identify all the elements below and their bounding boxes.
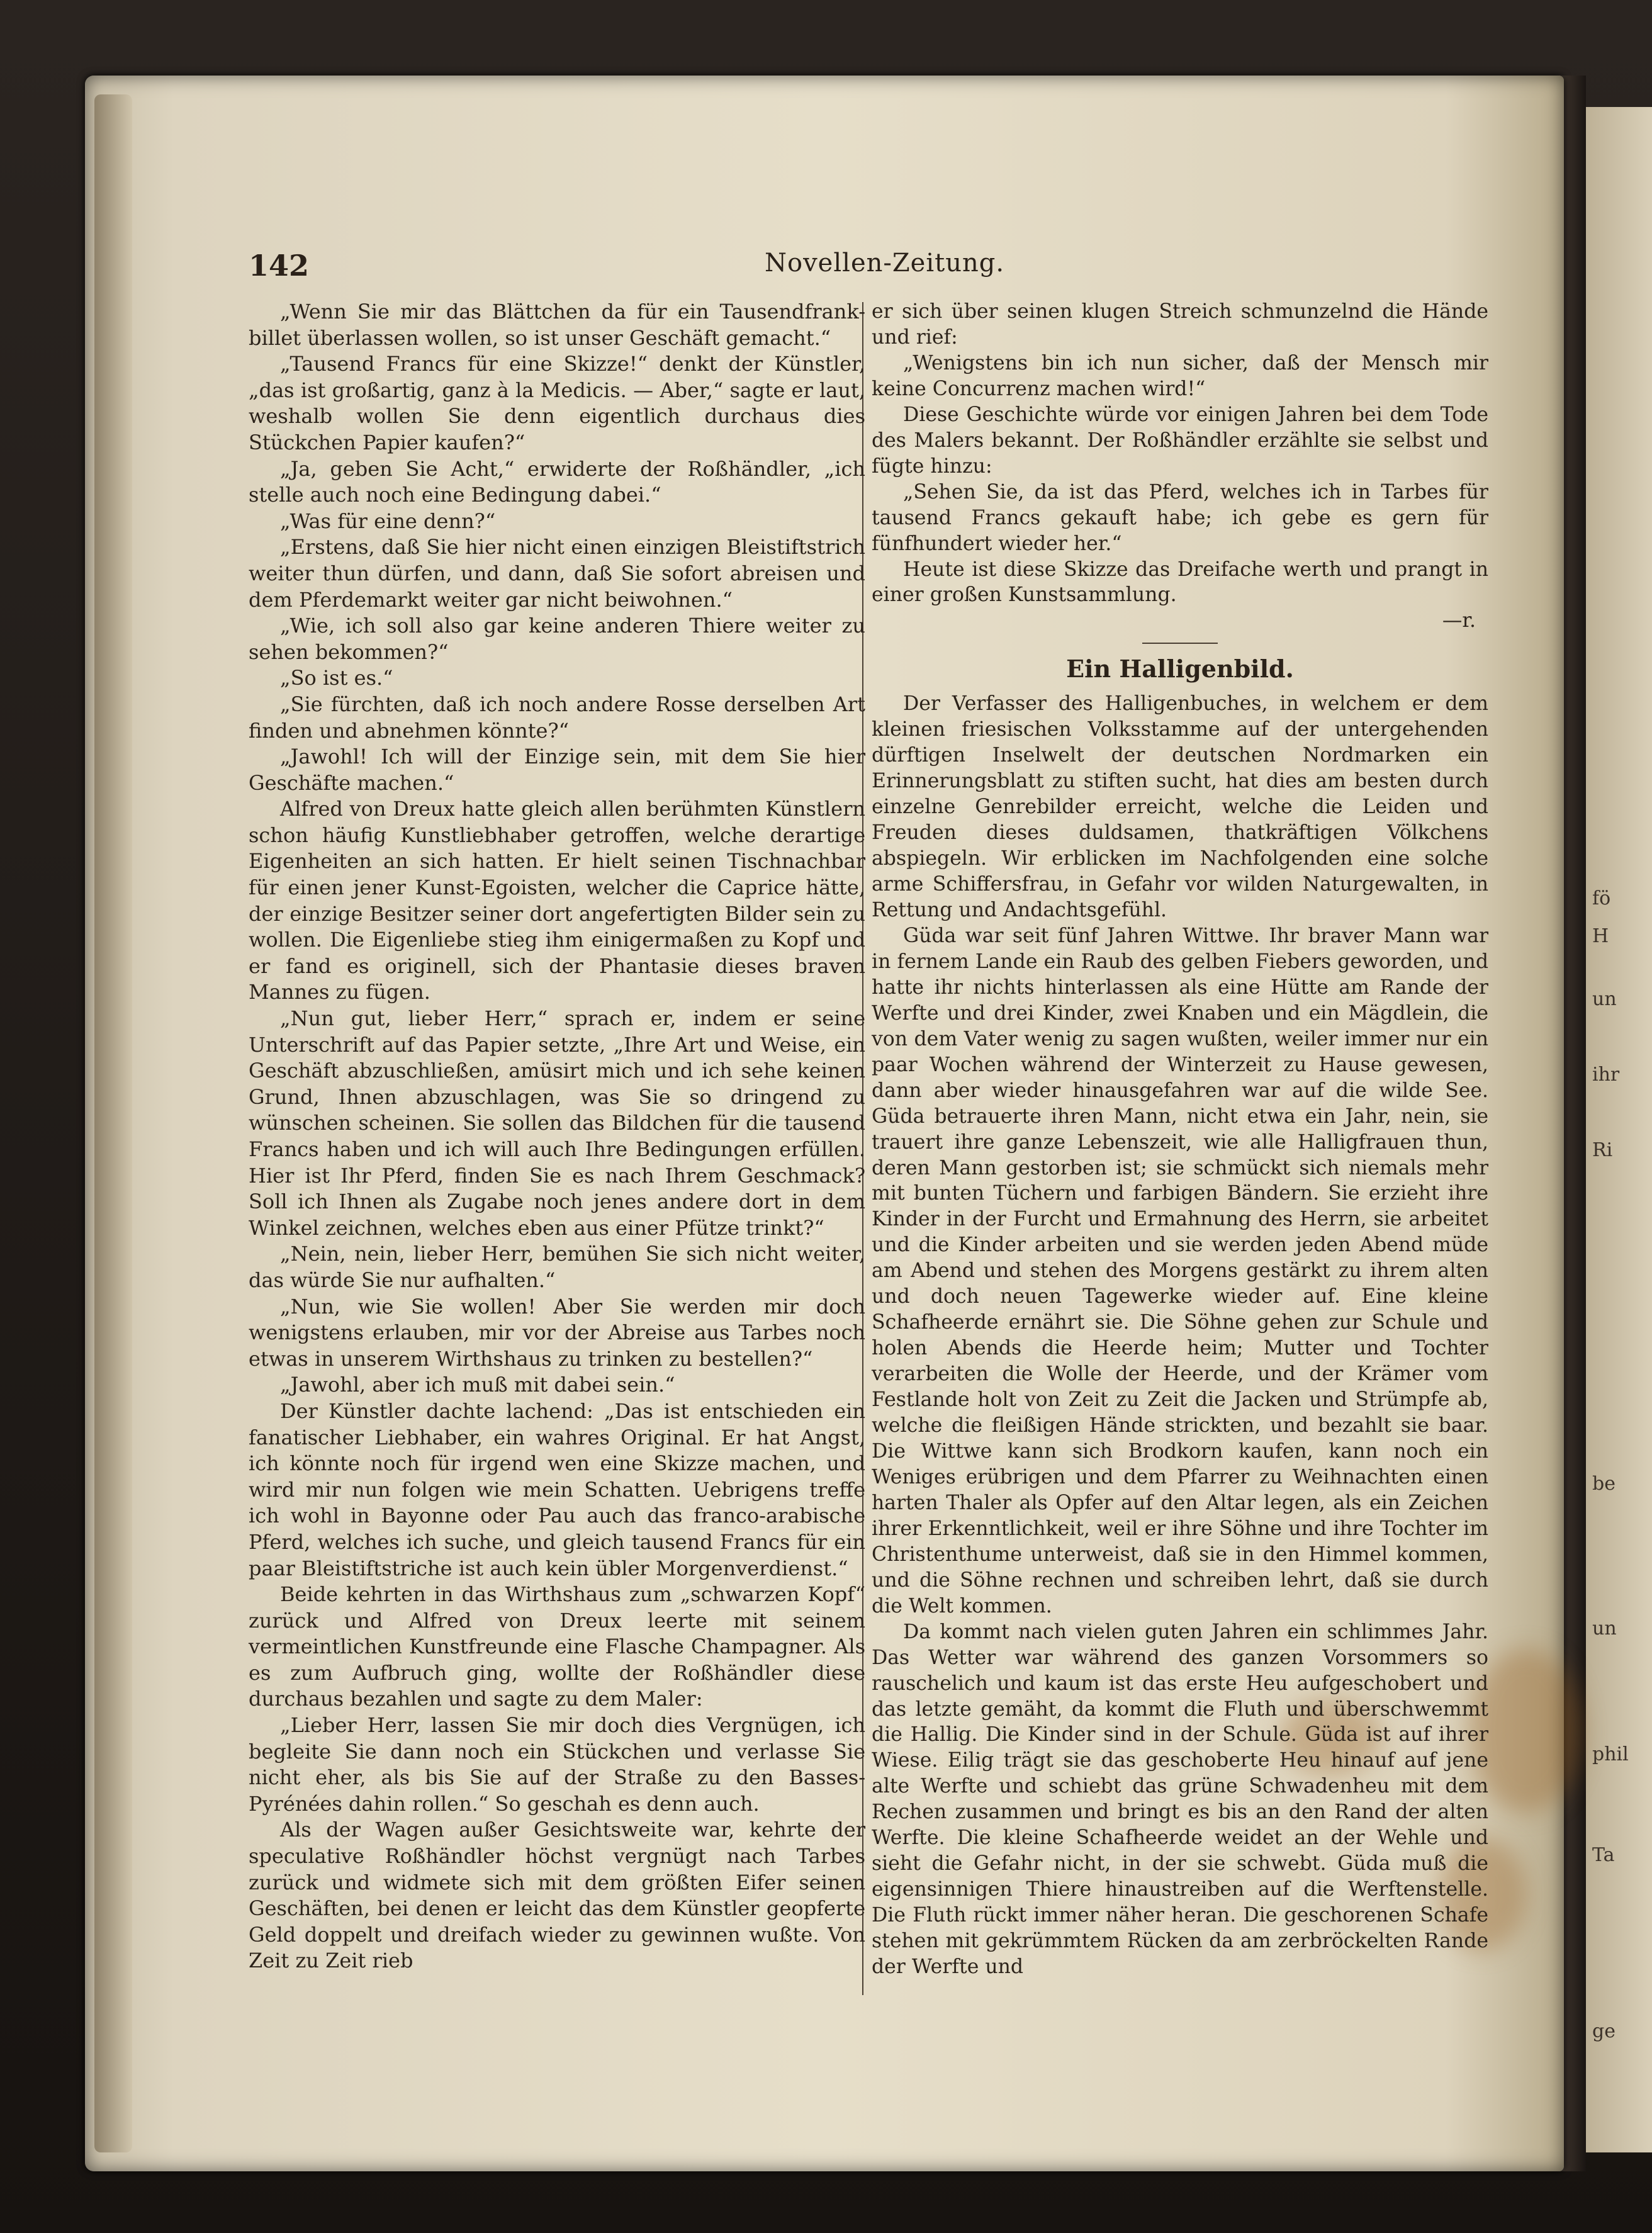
paragraph: „Lieber Herr, lassen Sie mir doch dies Vergnügen, ich begleite Sie dann noch ein Stückchen und verlasse Sie nicht eher, als bis Sie auf der Straße zu den Basses-Pyrénées dahin rollen.“ So geschah es denn auch.: [249, 1713, 865, 1816]
paragraph: Der Verfasser des Halligenbuches, in welchem er dem kleinen friesischen Volksstamme auf der untergehenden dürftigen Inselwelt der deutschen Nordmarken ein Erinnerungsblatt zu stiften sucht, hat dies am besten durch einzelne Genrebilder erreicht, welche die Leiden und Freuden dieses duldsamen, thatkräftigen Völkchens abspiegeln. Wir erblicken im Nachfolgenden eine solche arme Schiffersfrau, in Gefahr vor wilden Naturgewalten, in Rettung und Andachtsgefühl.: [872, 692, 1488, 921]
facing-page-fragment: un: [1592, 988, 1617, 1010]
facing-page-fragment: Ta: [1592, 1844, 1615, 1866]
paragraph: „Tausend Francs für eine Skizze!“ denkt der Künstler, „das ist großartig, ganz à la Medicis. — Aber,“ sagte er laut, weshalb wollen Sie denn eigentlich durchaus dies Stückchen Papier kaufen?“: [249, 352, 865, 454]
facing-page-fragment: ge: [1592, 2020, 1615, 2042]
paragraph: „Wenigstens bin ich nun sicher, daß der Mensch mir keine Concurrenz machen wird!“: [872, 351, 1488, 400]
paragraph: „Erstens, daß Sie hier nicht einen einzigen Bleistiftstrich weiter thun dürfen, und dann, daß Sie sofort abreisen und dem Pferdemarkt weiter gar nicht beiwohnen.“: [249, 535, 865, 612]
paragraph: „Nein, nein, lieber Herr, bemühen Sie sich nicht weiter, das würde Sie nur aufhalten.“: [249, 1242, 865, 1292]
facing-page-fragment: ihr: [1592, 1064, 1620, 1086]
paragraph: Beide kehrten in das Wirthshaus zum „schwarzen Kopf“ zurück und Alfred von Dreux leerte mit seinem vermeintlichen Kunstfreunde eine Flasche Champagner. Als es zum Aufbruch ging, wollte der Roßhändler diese durchaus bezahlen und sagte zu dem Maler:: [249, 1582, 865, 1711]
paragraph: „So ist es.“: [280, 666, 393, 690]
paragraph: Güda war seit fünf Jahren Wittwe. Ihr braver Mann war in fernem Lande ein Raub des gelben Fiebers geworden, und hatte ihr nichts hinterlassen als eine Hütte am Rande der Werfte und drei Kinder, zwei Knaben und ein Mägdlein, die von dem Vater wenig zu sagen wußten, weiler immer nur ein paar Wochen während der Winterzeit zu Hause gewesen, dann aber wieder hinausgefahren war auf die wilde See. Güda betrauerte ihren Mann, nicht etwa ein Jahr, nein, sie trauert ihre ganze Lebenszeit, wie alle Halligfrauen thun, deren Mann gestorben ist; sie schmückt sich niemals mehr mit bunten Tüchern und farbigen Bändern. Sie erzieht ihre Kinder in der Furcht und Ermahnung des Herrn, sie arbeitet und die Kinder arbeiten und sie werden jeden Abend müde am Abend und stehen des Morgens gestärkt zu ihrem alten und doch neuen Tagewerke wieder auf. Eine kleine Schafheerde ernährt sie. Die Söhne gehen zur Schule und holen Abends die Heerde heim; Mutter und Tochter verarbeiten die Wolle der Heerde, und der Krämer vom Festlande holt von Zeit zu Zeit die Jacken und Strümpfe ab, welche die fleißigen Hände strickten, und bezahlt sie baar. Die Wittwe kann sich Brodkorn kaufen, kann noch ein Weniges erübrigen und dem Pfarrer zu Weihnachten einen harten Thaler als Opfer auf den Altar legen, als ein Zeichen ihrer Erkenntlichkeit, weil er ihre Söhne und ihre Tochter im Christenthume unterweist, daß sie in den Himmel kommen, und die Söhne rechnen und schreiben lehrt, daß sie durch die Welt kommen.: [872, 924, 1488, 1617]
paragraph: „Wenn Sie mir das Blättchen da für ein Tausendfrank-billet überlassen wollen, so ist unser Geschäft gemacht.“: [249, 300, 865, 350]
paragraph: „Was für eine denn?“: [280, 509, 496, 533]
facing-page-fragment: phil: [1592, 1743, 1629, 1765]
running-title: Novellen-Zeitung.: [765, 249, 1005, 278]
paragraph: „Sehen Sie, da ist das Pferd, welches ich in Tarbes für tausend Francs gekauft habe; ich gebe es gern für fünfhundert wieder her.“: [872, 480, 1488, 555]
section-separator: [1142, 643, 1218, 644]
paragraph: „Sie fürchten, daß ich noch andere Rosse derselben Art finden und abnehmen könnte?“: [249, 692, 865, 743]
left-column: [249, 299, 865, 1974]
page-header: [249, 249, 1514, 286]
paragraph: Als der Wagen außer Gesichtsweite war, kehrte der speculative Roßhändler höchst vergnügt nach Tarbes zurück und widmete sich mit dem größten Eifer seinen Geschäften, bei denen er leicht das dem Künstler geopferte Geld doppelt und dreifach wieder zu gewinnen wußte. Von Zeit zu Zeit rieb: [249, 1818, 865, 1973]
facing-page-fragment: H: [1592, 925, 1609, 947]
facing-page-fragment: fö: [1592, 887, 1611, 909]
right-column: [872, 299, 1488, 1980]
paragraph: Alfred von Dreux hatte gleich allen berühmten Künstlern schon häufig Kunstliebhaber getroffen, welche derartige Eigenheiten an sich hatten. Er hielt seinen Tischnachbar für einen jener Kunst-Egoisten, welcher die Caprice hätte, der einzige Besitzer seiner dort angefertigten Bilder sein zu wollen. Die Eigenliebe stieg ihm einigermaßen zu Kopf und er fand es originell, sich der Phantasie dieses braven Mannes zu fügen.: [249, 797, 865, 1004]
facing-page-fragment: un: [1592, 1617, 1617, 1640]
paragraph: Diese Geschichte würde vor einigen Jahren bei dem Tode des Malers bekannt. Der Roßhändler erzählte sie selbst und fügte hinzu:: [872, 403, 1488, 478]
page-edges: [94, 94, 132, 2152]
paragraph: „Nun, wie Sie wollen! Aber Sie werden mir doch wenigstens erlauben, mir vor der Abreise aus Tarbes noch etwas in unserem Wirthshaus zu trinken zu bestellen?“: [249, 1294, 865, 1371]
paragraph: „Ja, geben Sie Acht,“ erwiderte der Roßhändler, „ich stelle auch noch eine Bedingung dabei.“: [249, 456, 865, 507]
facing-page-fragment: be: [1592, 1473, 1615, 1495]
paragraph: Der Künstler dachte lachend: „Das ist entschieden ein fanatischer Liebhaber, ein wahres Original. Er hat Angst, ich könnte noch für irgend wen eine Skizze machen, und wird mir nun folgen wie mein Schatten. Uebrigens treffe ich wohl in Bayonne oder Pau auch das franco-arabische Pferd, welches ich suche, und gleich tausend Francs für ein paar Bleistiftstriche ist auch kein übler Morgenverdienst.“: [249, 1398, 865, 1580]
section-title: Ein Halligenbild.: [1066, 655, 1294, 683]
paragraph: „Wie, ich soll also gar keine anderen Thiere weiter zu sehen bekommen?“: [249, 614, 865, 664]
page-number: 142: [249, 249, 310, 283]
paragraph: „Jawohl, aber ich muß mit dabei sein.“: [280, 1373, 675, 1397]
facing-page-fragment: Ri: [1592, 1139, 1613, 1161]
paragraph: er sich über seinen klugen Streich schmunzelnd die Hände und rief:: [872, 300, 1488, 349]
paragraph: Heute ist diese Skizze das Dreifache werth und prangt in einer großen Kunstsammlung.: [872, 558, 1488, 607]
author-signature: —r.: [1442, 609, 1476, 633]
paragraph: „Jawohl! Ich will der Einzige sein, mit dem Sie hier Geschäfte machen.“: [249, 745, 865, 795]
paragraph: „Nun gut, lieber Herr,“ sprach er, indem er seine Unterschrift auf das Papier setzte, „Ihre Art und Weise, ein Geschäft abzuschließen, amüsirt mich und ich sehe keinen Grund, Ihnen abzuschlagen, was Sie so dringend zu wünschen scheinen. Sie sollen das Bildchen für die tausend Francs haben und ich will auch Ihre Bedingungen erfüllen. Hier ist Ihr Pferd, finden Sie es nach Ihrem Geschmack? Soll ich Ihnen als Zugabe noch jenes andere dort in dem Winkel zeichnen, welches eben aus einer Pfütze trinkt?“: [249, 1006, 865, 1240]
paragraph: Da kommt nach vielen guten Jahren ein schlimmes Jahr. Das Wetter war während des ganzen Vorsommers so rauschelich und kaum ist das erste Heu aufgeschobert und das letzte gemäht, da kommt die Fluth und überschwemmt die Hallig. Die Kinder sind in der Schule. Güda ist auf ihrer Wiese. Eilig trägt sie das geschoberte Heu hinauf auf jene alte Werfte und schiebt das grüne Schwadenheu mit dem Rechen zusammen und bringt es bis an den Rand der alten Werfte. Die kleine Schafheerde weidet an der Wehle und sieht die Gefahr nicht, in der sie schwebt. Güda muß die eigensinnigen Thiere hinaustreiben auf die Werftenstelle. Die Fluth rückt immer näher heran. Die geschorenen Schafe stehen mit gekrümmtem Rücken da am zerbröckelten Rande der Werfte und: [872, 1620, 1488, 1979]
